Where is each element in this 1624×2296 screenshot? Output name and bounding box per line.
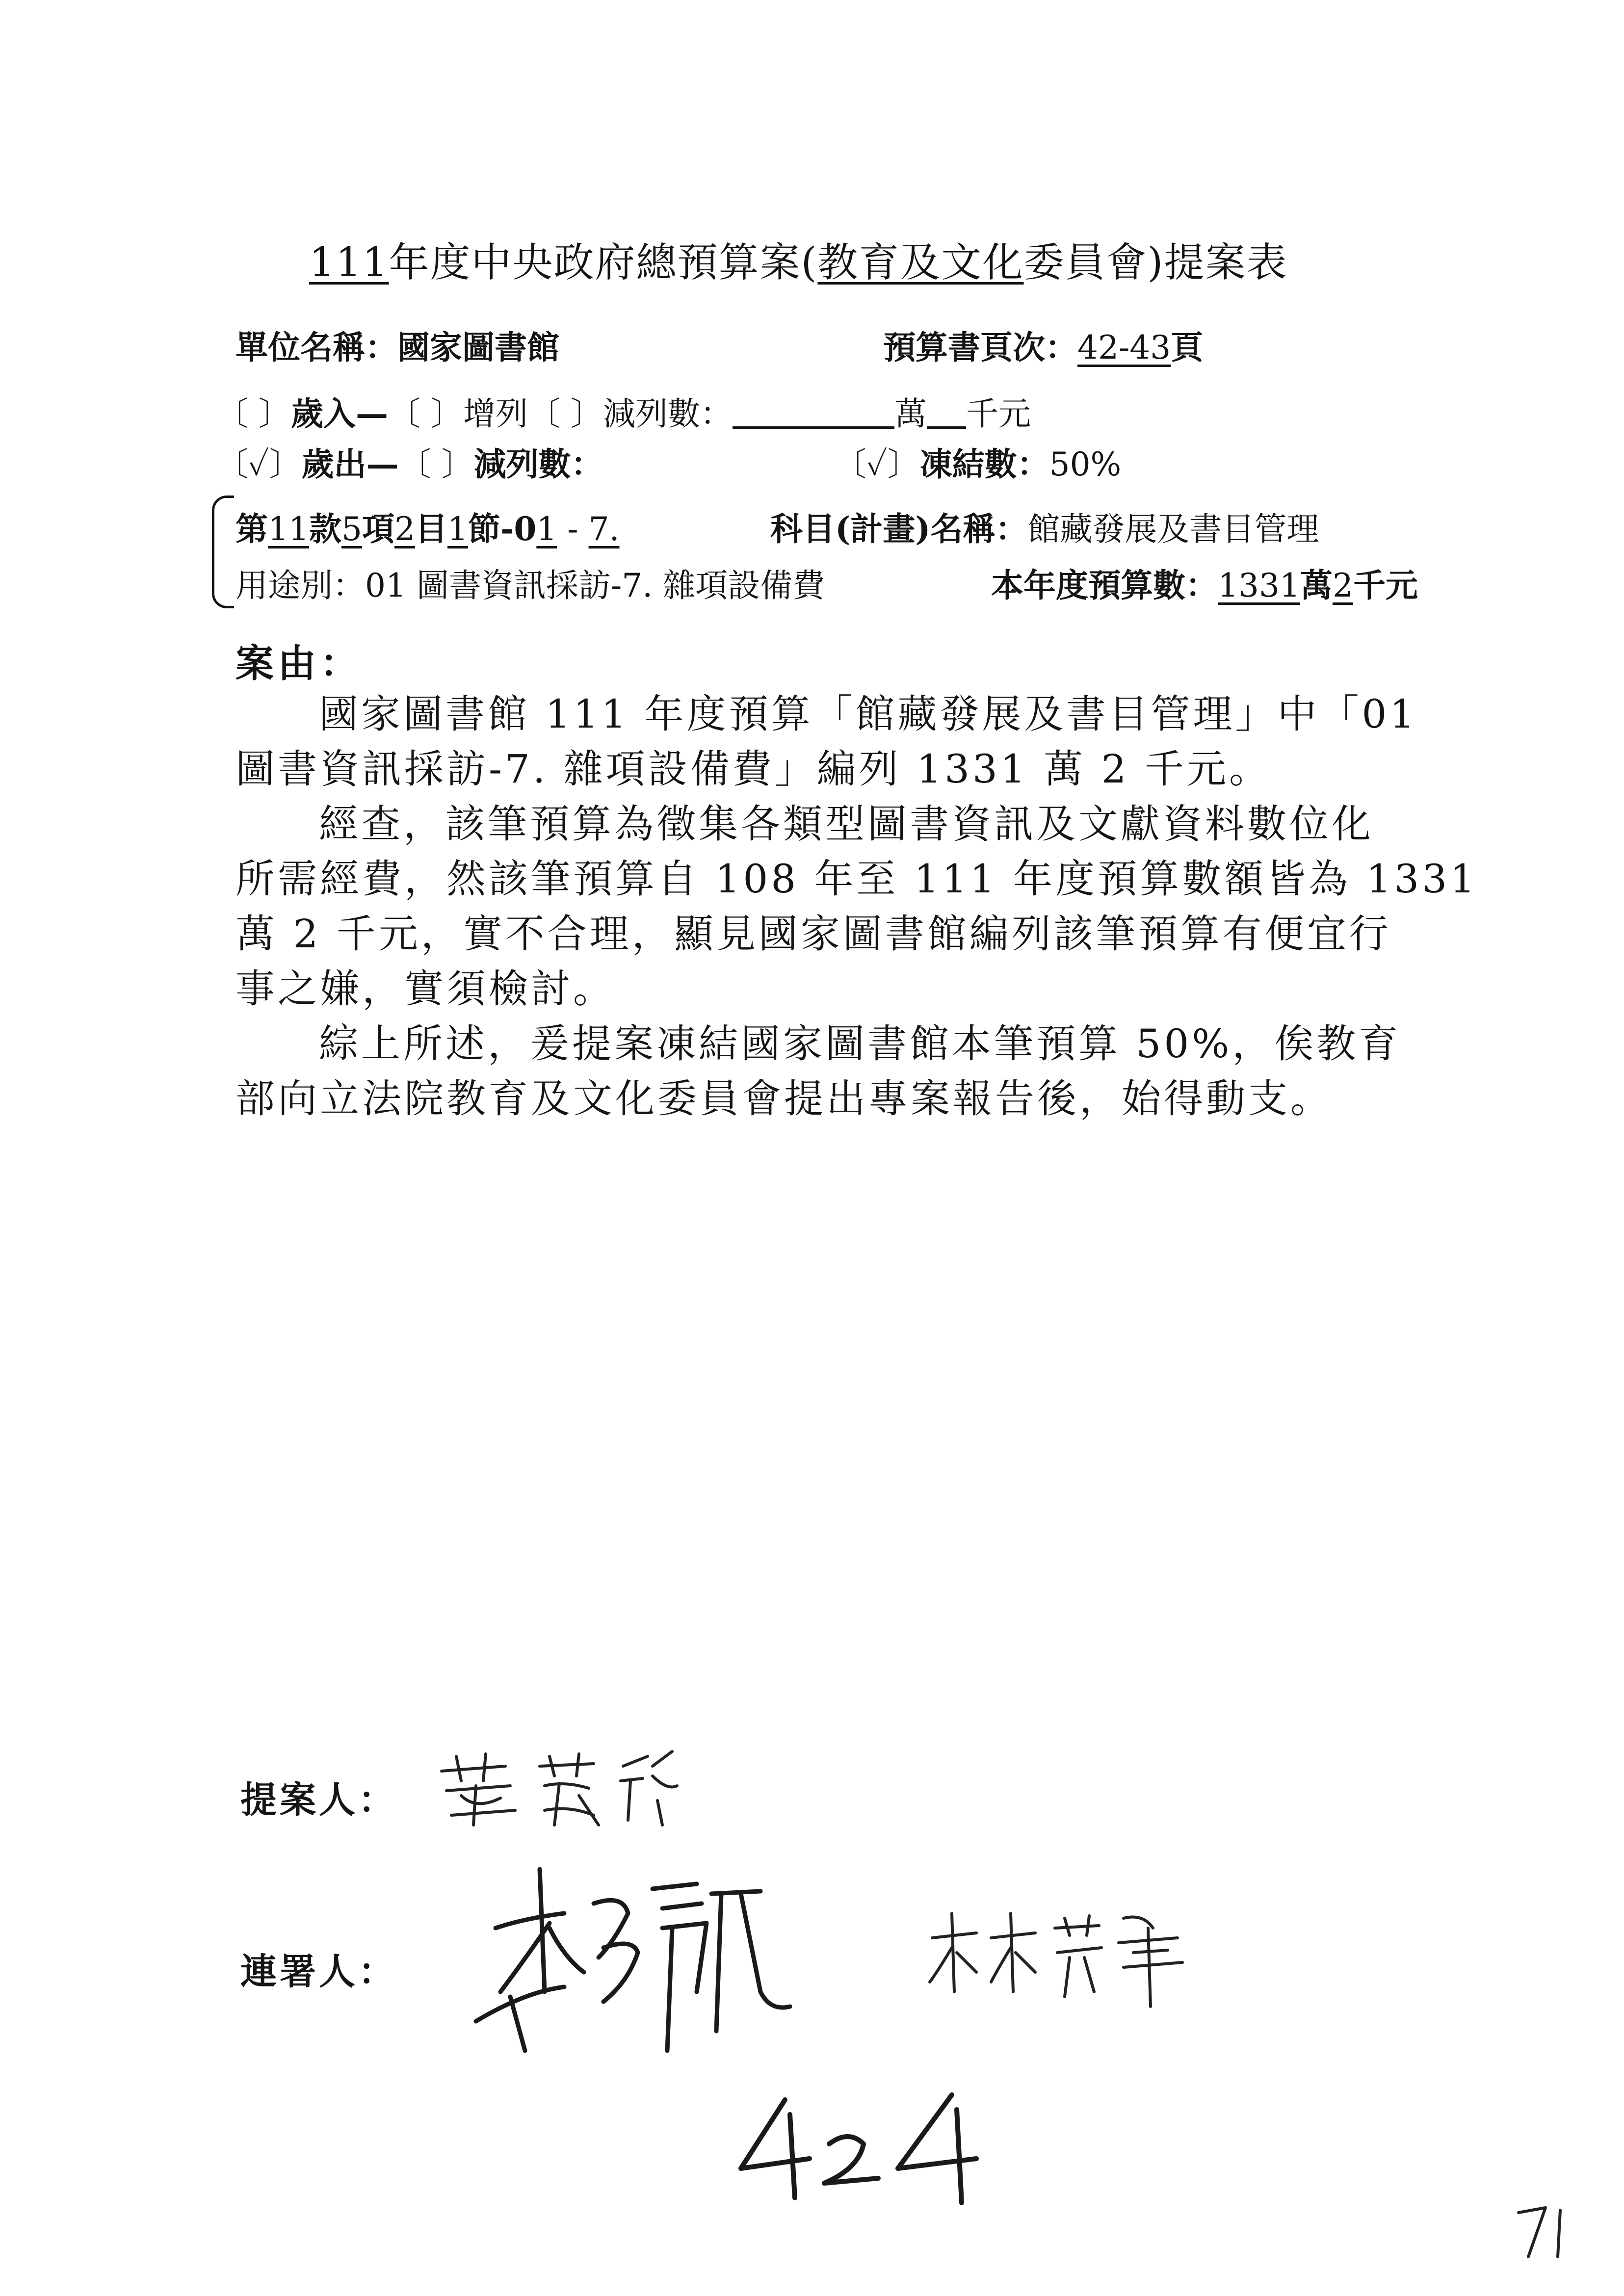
expense-row: 〔✓〕歲出—〔 〕減列數： (216, 445, 603, 483)
blank-qian (927, 397, 966, 429)
handwritten-number-424 (726, 2085, 1001, 2213)
paragraph-line-2: 圖書資訊採訪-7. 雜項設備費」編列 1331 萬 2 千元。 (236, 746, 1271, 792)
title-year: 111 (309, 239, 389, 286)
annual-budget-field: 本年度預算數：1331萬2千元 (991, 566, 1418, 604)
item-bracket (212, 496, 234, 608)
unit-name-field: 單位名稱：國家圖書館 (236, 328, 559, 366)
budget-pages-field: 預算書頁次：42-43頁 (883, 328, 1204, 366)
cosigner-signature-2 (922, 1899, 1197, 2016)
cosigner-label: 連署人： (240, 1951, 397, 1993)
blank-wan (733, 397, 894, 429)
item-line: 第11款5項2目1節-01 - 7. (236, 510, 620, 548)
proposer-signature (432, 1737, 687, 1835)
title-committee: 教育及文化 (817, 239, 1024, 286)
freeze-field: 〔✓〕凍結數：50% (834, 445, 1122, 483)
paragraph-line-5: 萬 2 千元，實不合理，顯見國家圖書館編列該筆預算有便宜行 (236, 911, 1391, 957)
paragraph-line-1: 國家圖書館 111 年度預算「館藏發展及書目管理」中「01 (319, 691, 1418, 737)
revenue-row: 〔 〕歲入—〔 〕增列〔 〕減列數： 萬 千元 (216, 394, 1031, 433)
cosigner-signature-1 (466, 1845, 819, 2080)
proposer-label: 提案人： (240, 1779, 397, 1821)
paragraph-line-7: 綜上所述，爰提案凍結國家圖書館本筆預算 50%，俟教育 (319, 1021, 1401, 1067)
paragraph-line-3: 經查，該筆預算為徵集各類型圖書資訊及文獻資料數位化 (319, 801, 1374, 847)
usage-line: 用途別：01 圖書資訊採訪-7. 雜項設備費 (236, 567, 825, 604)
paragraph-line-6: 事之嫌，實須檢討。 (236, 966, 615, 1012)
subject-field: 科目(計畫)名稱：館藏發展及書目管理 (770, 510, 1319, 548)
paragraph-line-8: 部向立法院教育及文化委員會提出專案報告後，始得動支。 (236, 1076, 1333, 1122)
paragraph-line-4: 所需經費，然該筆預算自 108 年至 111 年度預算數額皆為 1331 (236, 856, 1478, 902)
page-number-71 (1511, 2198, 1580, 2262)
reason-label: 案由： (236, 641, 363, 686)
proposal-title: 111年度中央政府總預算案(教育及文化委員會)提案表 (309, 239, 1288, 286)
